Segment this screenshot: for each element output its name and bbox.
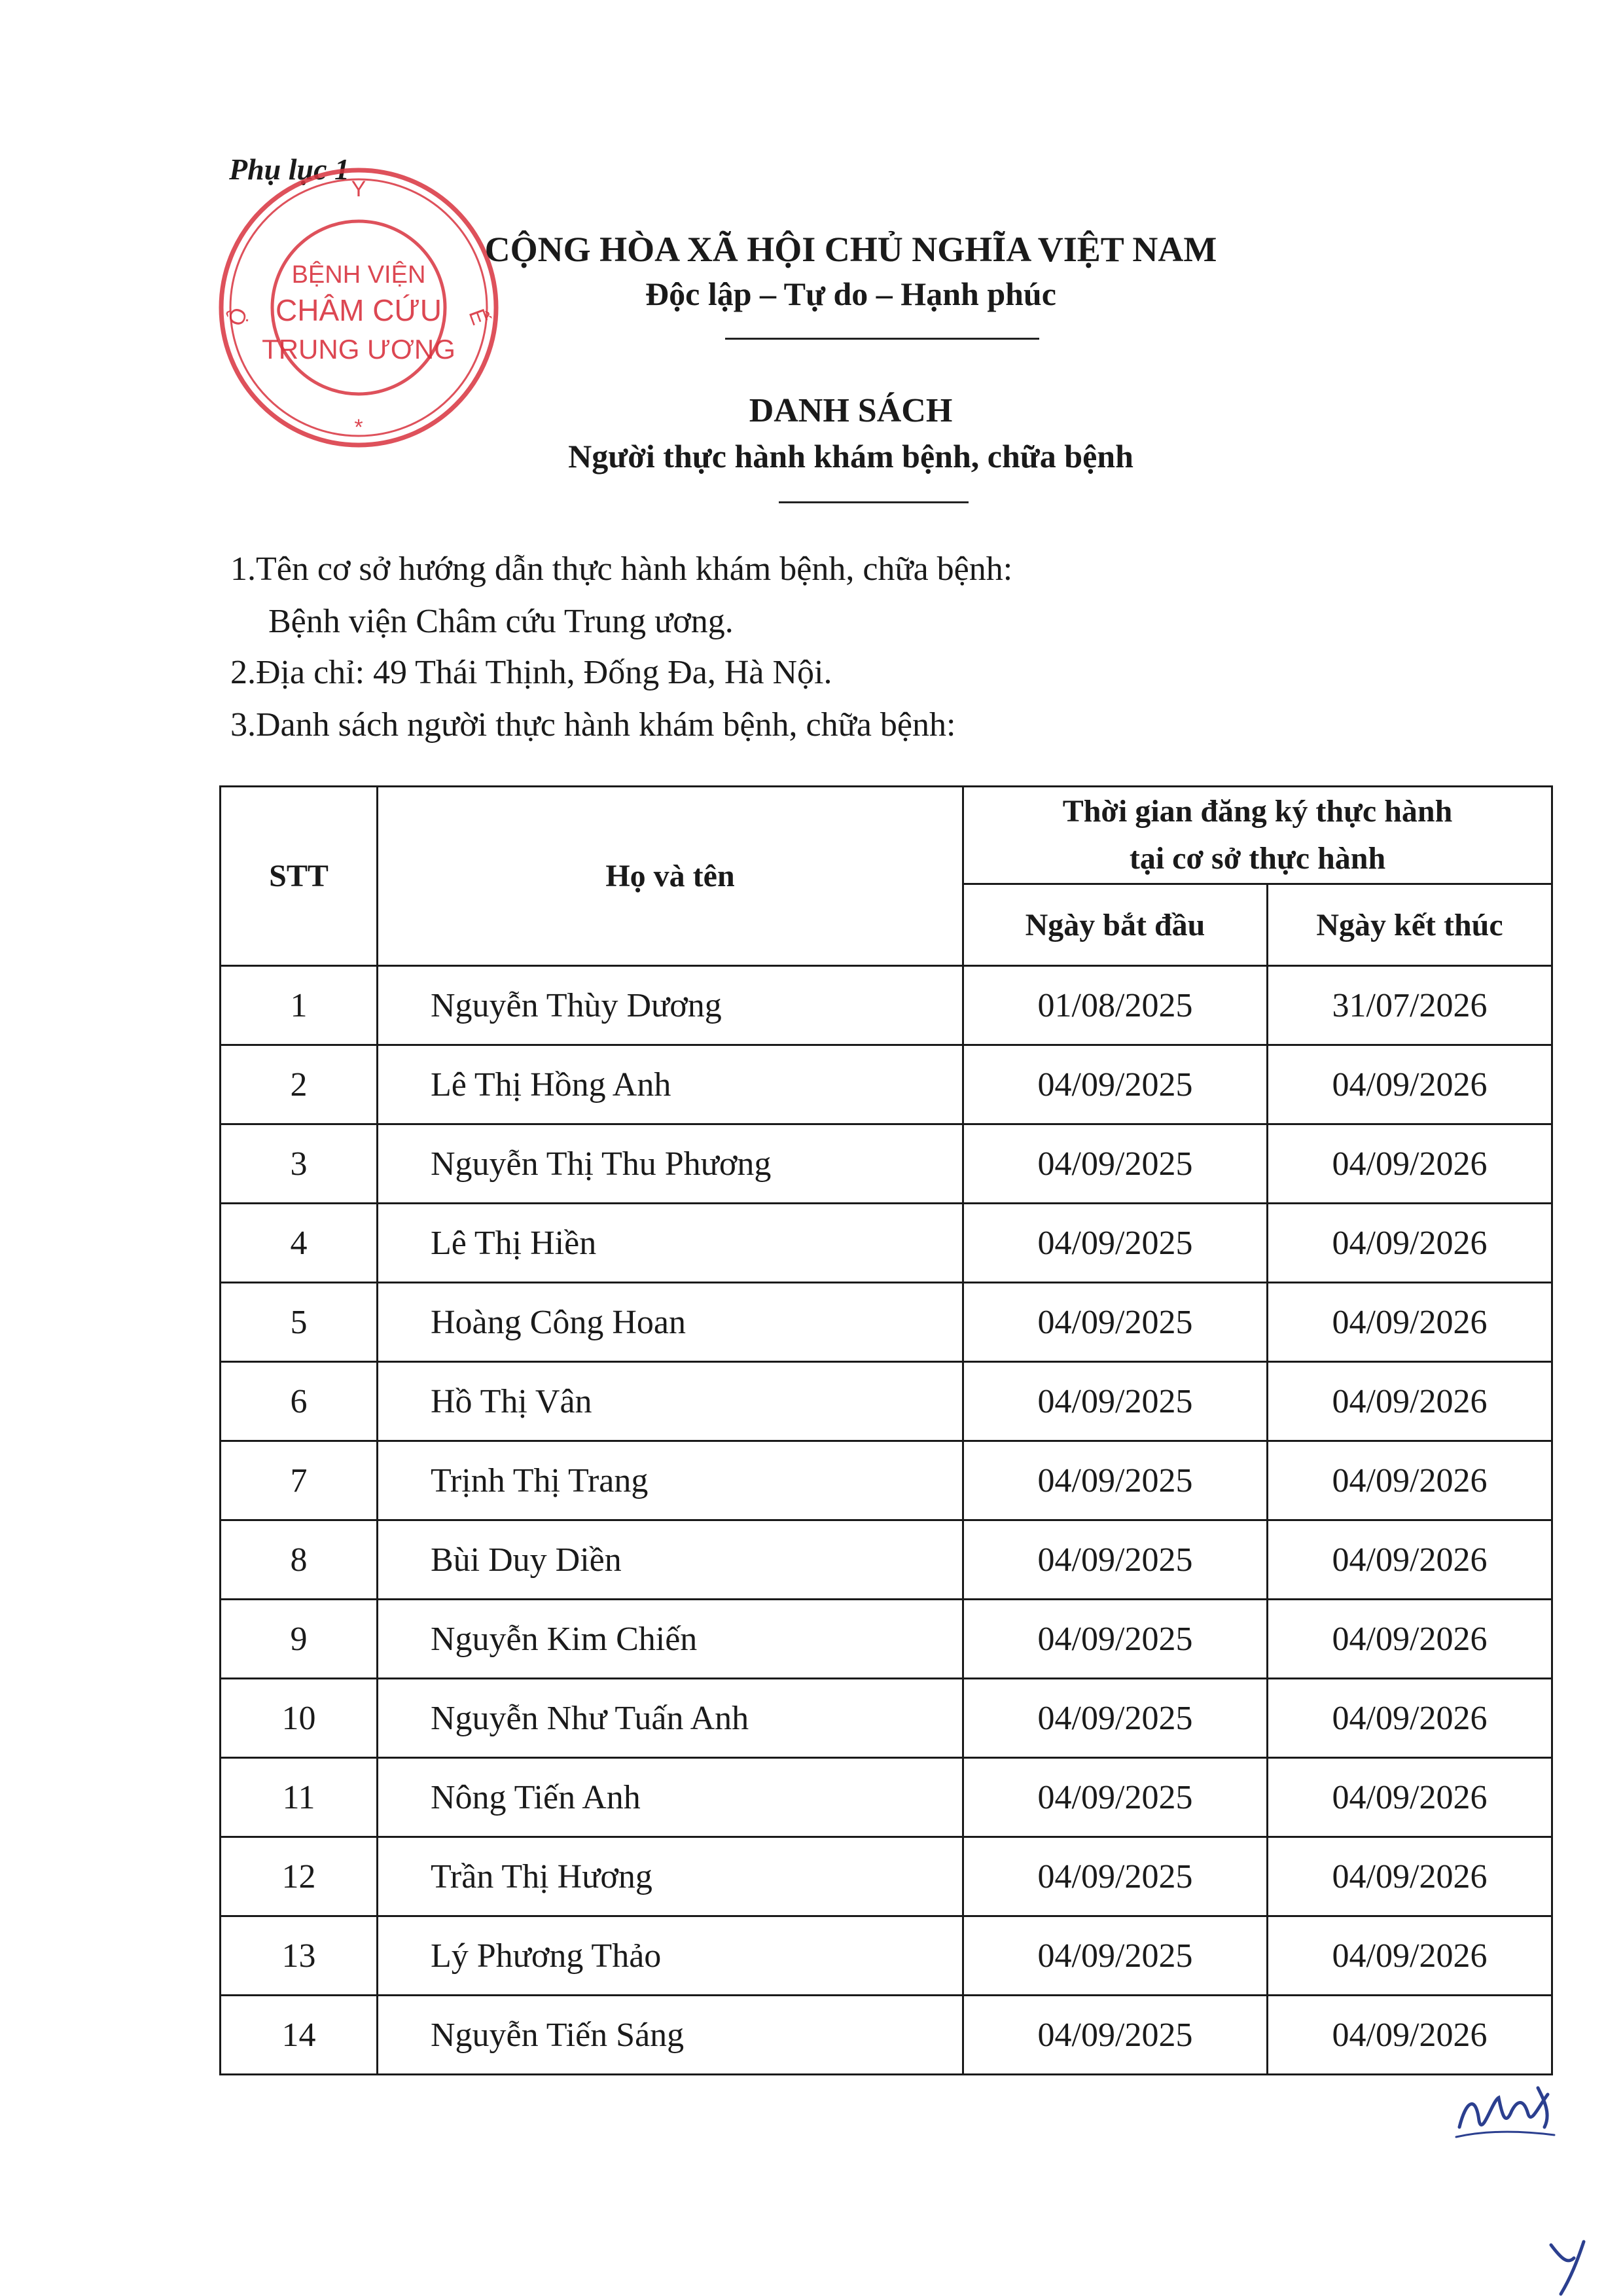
row-name: Trần Thị Hương (378, 1837, 963, 1916)
row-stt: 14 (221, 1996, 378, 2075)
info-facility-name: Bệnh viện Châm cứu Trung ương. (268, 603, 734, 640)
header-period (963, 787, 1552, 884)
row-name: Nguyễn Kim Chiến (378, 1600, 963, 1679)
row-end: 04/09/2026 (1268, 1045, 1552, 1124)
row-start: 04/09/2025 (963, 1837, 1268, 1916)
table-row (221, 1204, 1552, 1283)
info-facility-label: 1.Tên cơ sở hướng dẫn thực hành khám bệnh, chữa bệnh: (230, 550, 1013, 588)
title-underline (779, 501, 969, 503)
row-start: 04/09/2025 (963, 1996, 1268, 2075)
row-name: Trịnh Thị Trang (378, 1441, 963, 1520)
row-end: 04/09/2026 (1268, 1283, 1552, 1362)
table-row (221, 1600, 1552, 1679)
svg-text:Ộ: Ộ (223, 304, 253, 330)
table-row (221, 1758, 1552, 1837)
table-row (221, 1837, 1552, 1916)
info-address: 2.Địa chỉ: 49 Thái Thịnh, Đống Đa, Hà Nội. (230, 654, 832, 691)
row-stt: 1 (221, 966, 378, 1045)
row-name: Lý Phương Thảo (378, 1916, 963, 1996)
row-name: Lê Thị Hiền (378, 1204, 963, 1283)
svg-text:*: * (354, 415, 363, 440)
table-row (221, 1124, 1552, 1204)
row-stt: 4 (221, 1204, 378, 1283)
row-start: 04/09/2025 (963, 1600, 1268, 1679)
row-start: 04/09/2025 (963, 1124, 1268, 1204)
table-row (221, 1283, 1552, 1362)
practitioner-table (219, 785, 1553, 2075)
table-row (221, 1045, 1552, 1124)
appendix-label: Phụ lục 1 (229, 152, 350, 186)
row-start: 04/09/2025 (963, 1045, 1268, 1124)
row-stt: 6 (221, 1362, 378, 1441)
row-start: 04/09/2025 (963, 1758, 1268, 1837)
row-stt: 3 (221, 1124, 378, 1204)
table-row (221, 1520, 1552, 1600)
header-period-line2: tại cơ sở thực hành (1129, 841, 1386, 876)
svg-text:Ế: Ế (463, 306, 493, 329)
svg-text:Y: Y (351, 177, 366, 202)
info-list-intro: 3.Danh sách người thực hành khám bệnh, chữa bệnh: (230, 706, 956, 744)
row-end: 04/09/2026 (1268, 1916, 1552, 1996)
row-stt: 13 (221, 1916, 378, 1996)
row-stt: 2 (221, 1045, 378, 1124)
header-stt: STT (221, 787, 378, 966)
table-row (221, 1441, 1552, 1520)
row-end: 04/09/2026 (1268, 1600, 1552, 1679)
stamp-line3: TRUNG ƯƠNG (262, 334, 455, 365)
row-stt: 10 (221, 1679, 378, 1758)
table-row (221, 1362, 1552, 1441)
initial-mark-icon (1544, 2238, 1597, 2296)
row-end: 04/09/2026 (1268, 1758, 1552, 1837)
row-start: 04/09/2025 (963, 1520, 1268, 1600)
row-name: Nguyễn Như Tuấn Anh (378, 1679, 963, 1758)
table-row (221, 966, 1552, 1045)
row-end: 04/09/2026 (1268, 1362, 1552, 1441)
row-end: 04/09/2026 (1268, 1996, 1552, 2075)
national-title: CỘNG HÒA XÃ HỘI CHỦ NGHĨA VIỆT NAM (484, 230, 1217, 269)
row-name: Nông Tiến Anh (378, 1758, 963, 1837)
table-row (221, 1679, 1552, 1758)
header-period-line1: Thời gian đăng ký thực hành (1062, 794, 1453, 829)
row-start: 04/09/2025 (963, 1441, 1268, 1520)
row-name: Hoàng Công Hoan (378, 1283, 963, 1362)
row-end: 04/09/2026 (1268, 1837, 1552, 1916)
stamp-line1: BỆNH VIỆN (291, 261, 426, 289)
row-end: 04/09/2026 (1268, 1520, 1552, 1600)
row-start: 04/09/2025 (963, 1916, 1268, 1996)
document-title: DANH SÁCH (749, 392, 953, 429)
row-end: 04/09/2026 (1268, 1204, 1552, 1283)
header-start-date: Ngày bắt đầu (963, 884, 1268, 966)
row-name: Hồ Thị Vân (378, 1362, 963, 1441)
row-stt: 8 (221, 1520, 378, 1600)
document-subtitle: Người thực hành khám bệnh, chữa bệnh (568, 438, 1133, 475)
row-name: Bùi Duy Diền (378, 1520, 963, 1600)
row-stt: 12 (221, 1837, 378, 1916)
row-stt: 7 (221, 1441, 378, 1520)
table-row (221, 1916, 1552, 1996)
row-stt: 11 (221, 1758, 378, 1837)
stamp-line2: CHÂM CỨU (276, 293, 442, 327)
row-stt: 5 (221, 1283, 378, 1362)
row-start: 04/09/2025 (963, 1679, 1268, 1758)
signature-mark-icon (1446, 2075, 1564, 2147)
header-end-date: Ngày kết thúc (1268, 884, 1552, 966)
row-start: 04/09/2025 (963, 1362, 1268, 1441)
row-end: 04/09/2026 (1268, 1679, 1552, 1758)
row-name: Nguyễn Thị Thu Phương (378, 1124, 963, 1204)
row-start: 04/09/2025 (963, 1283, 1268, 1362)
row-name: Nguyễn Thùy Dương (378, 966, 963, 1045)
national-motto: Độc lập – Tự do – Hạnh phúc (645, 276, 1056, 312)
row-end: 31/07/2026 (1268, 966, 1552, 1045)
row-end: 04/09/2026 (1268, 1441, 1552, 1520)
row-name: Nguyễn Tiến Sáng (378, 1996, 963, 2075)
table-row (221, 1996, 1552, 2075)
row-name: Lê Thị Hồng Anh (378, 1045, 963, 1124)
row-end: 04/09/2026 (1268, 1124, 1552, 1204)
row-stt: 9 (221, 1600, 378, 1679)
header-name: Họ và tên (378, 787, 963, 966)
motto-underline (725, 338, 1039, 340)
row-start: 04/09/2025 (963, 1204, 1268, 1283)
row-start: 01/08/2025 (963, 966, 1268, 1045)
